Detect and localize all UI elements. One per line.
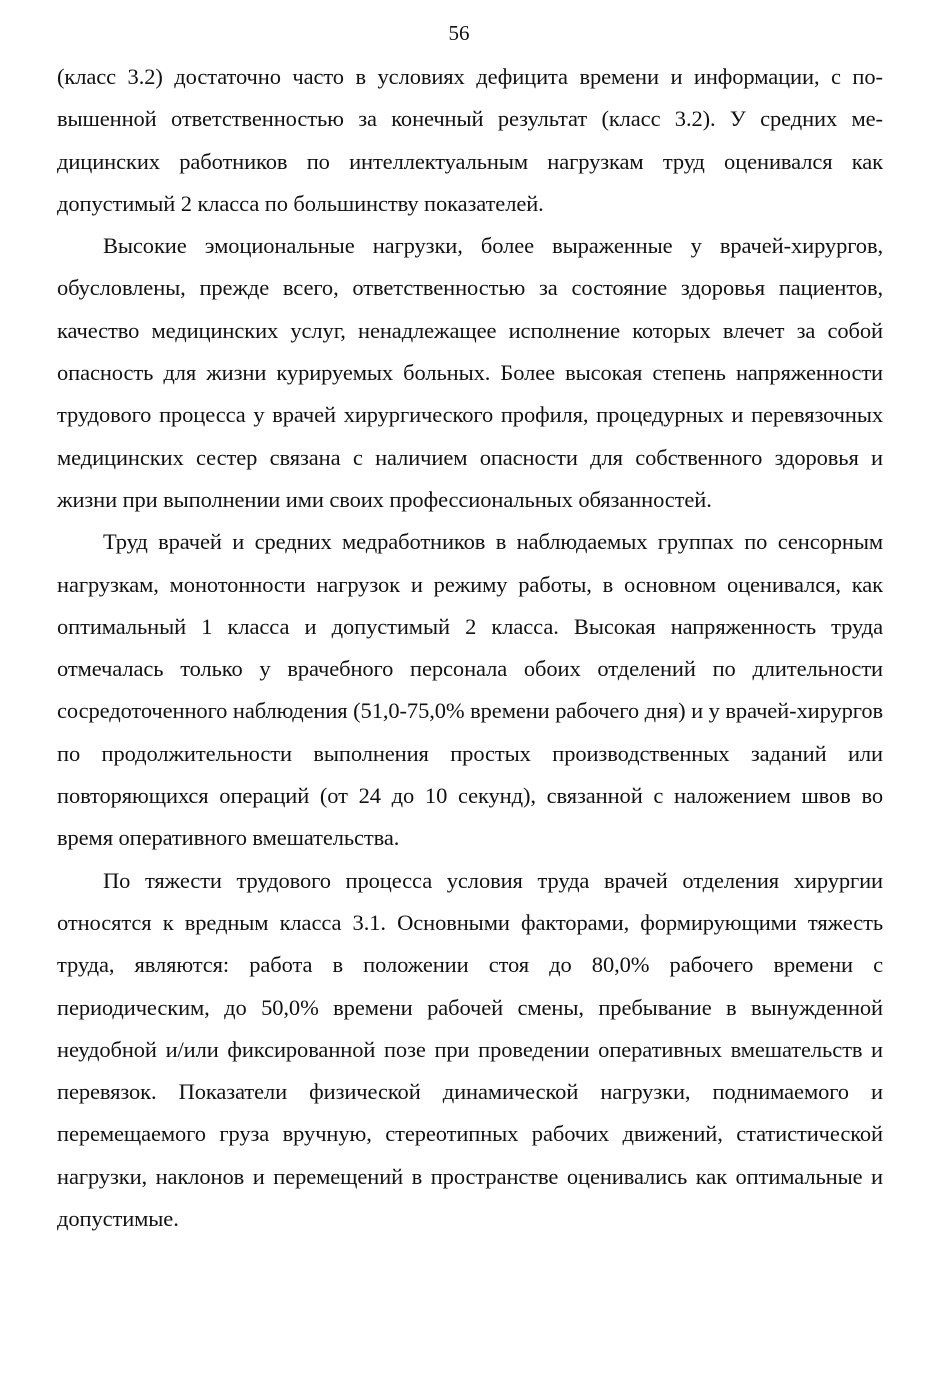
paragraph-3: Труд врачей и средних медработников в наблюдаемых группах по сенсорным нагрузкам, монотонности нагрузок и режиму работы, в основном оценивался, как оптимальный 1 класса и допустимый 2 класса. Высокая напряженность труда отмечалась только у врачебного персонала обоих отделений по длительности сосредоточенного наблюдения (51,0-75,0% времени рабочего дня) и у врачей-хирургов по продолжительности выполнения простых производственных заданий или повторяющихся операций (от 24 до 10 секунд), связанной с наложением швов во время оперативного вмешательства. [57, 529, 883, 851]
paragraph-2: Высокие эмоциональные нагрузки, более выраженные у врачей-хирургов, обусловлены, прежде всего, ответственностью за состояние здоровья пациентов, качество медицинских услуг, ненадлежащее исполнение которых влечет за собой опасность для жизни курируемых больных. Более высокая степень напряженности трудового процесса у врачей хирургического профиля, процедурных и перевязочных медицинских сестер связана с наличием опасности для собственного здоровья и жизни при выполнении ими своих профессиональных обязанностей. [57, 233, 883, 512]
paragraph-4: По тяжести трудового процесса условия труда врачей отделения хирургии относятся к вредным класса 3.1. Основными факторами, формирующими тяжесть труда, являются: работа в положении стоя до 80,0% рабочего времени с периодическим, до 50,0% времени рабочей смены, пребывание в вынужденной неудобной и/или фиксированной позе при проведении оперативных вмешательств и перевязок. Показатели физической динамической нагрузки, поднимаемого и перемещаемого груза вручную, стереотипных рабочих движений, статистической нагрузки, наклонов и перемещений в пространстве оценивались как оптимальные и допустимые. [57, 867, 883, 1232]
page-number: 56 [448, 21, 470, 45]
body-text [57, 56, 883, 1240]
paragraph-1: (класс 3.2) достаточно часто в условиях дефицита времени и информации, с повышенной ответственностью за конечный результат (класс 3.2). У средних медицинских работников по интеллектуальным нагрузкам труд оценивался как допустимый 2 класса по большинству показателей. [57, 64, 883, 216]
